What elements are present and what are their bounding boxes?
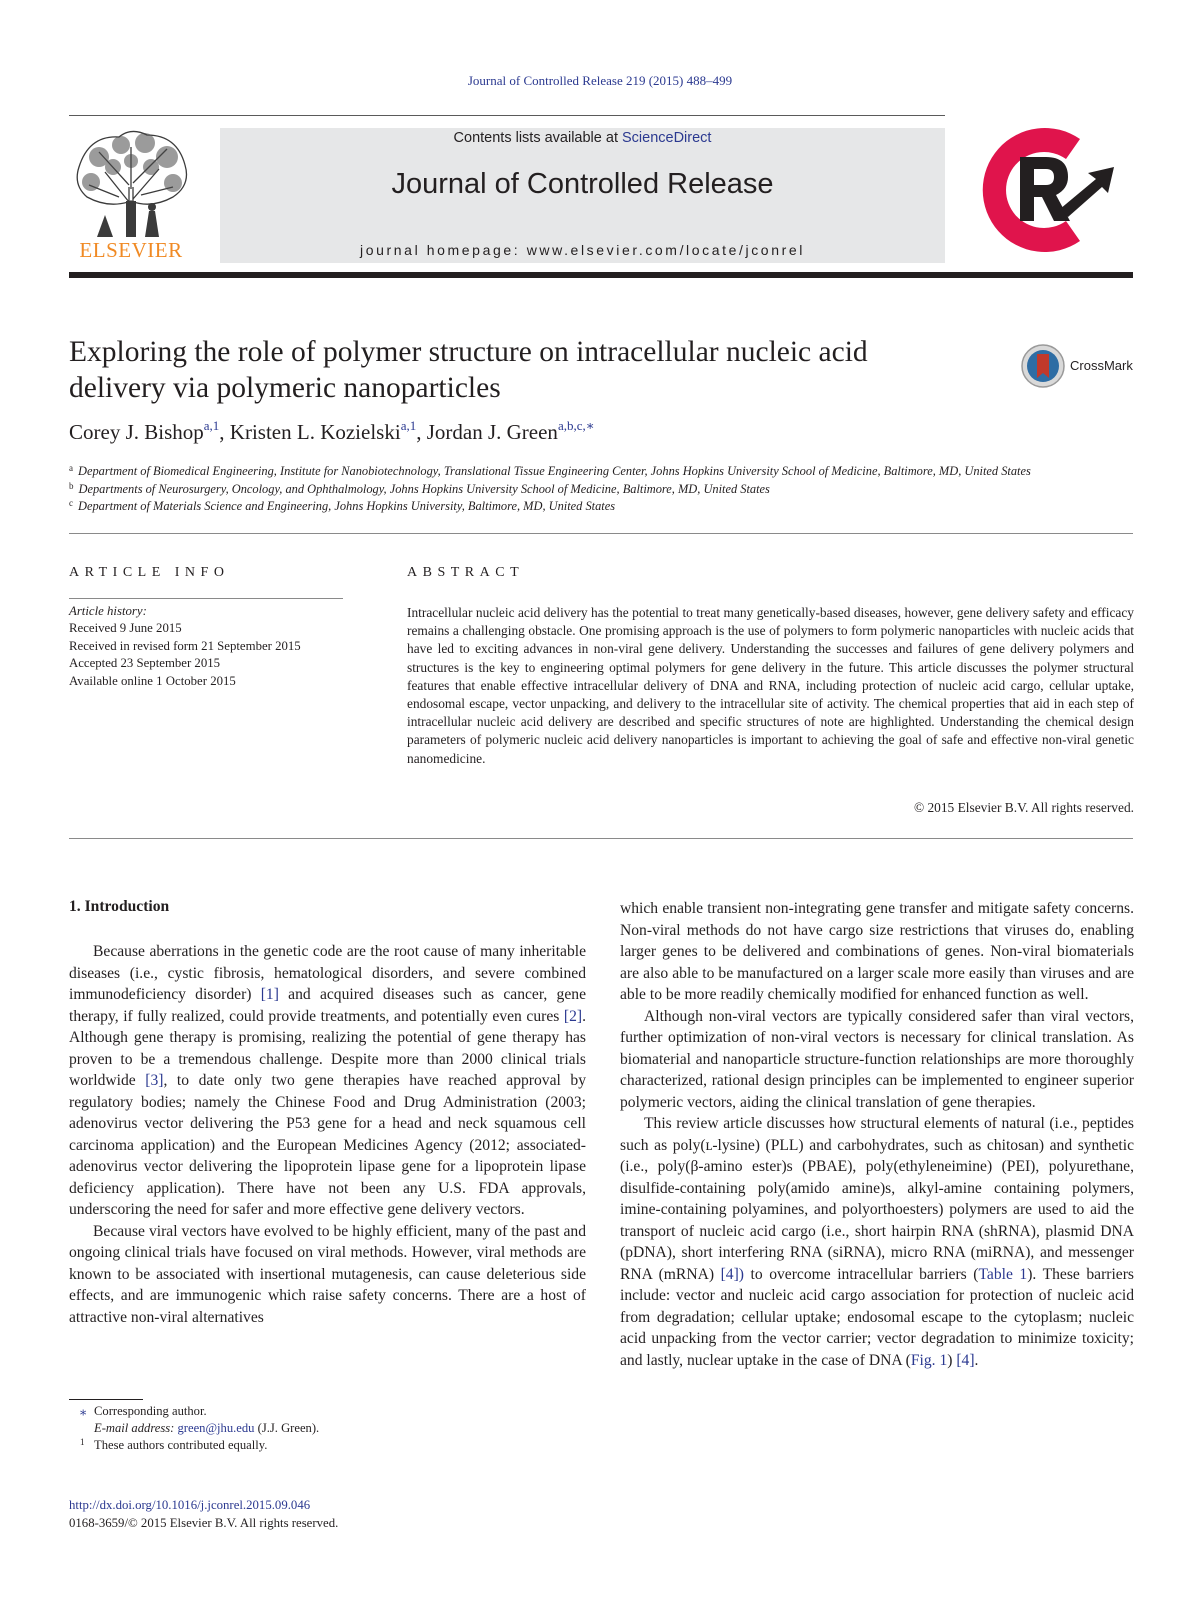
author-name: Jordan J. Green xyxy=(426,420,558,444)
author-affiliation-marks[interactable]: a,b,c,∗ xyxy=(557,418,595,433)
affiliation-item xyxy=(69,481,1139,499)
footnote-text: Corresponding author. xyxy=(94,1404,207,1418)
history-label: Article history: xyxy=(69,604,147,618)
article-info-rule xyxy=(69,598,343,599)
affiliation-item xyxy=(69,498,1139,516)
paragraph-text: This review article discusses how structural elements of natural (i.e., peptides such as poly(ʟ-lysine) (PLL) and carbohydrates, such as chitosan) and synthetic (i.e., poly(β-amino ester)s (PBAE), poly(ethyleneimine) (PEI), polyurethane, disulfide-containing poly(amido amine)s, alkyl-amine containing polymers, imine-containing polyamines, and polyorthoesters) polymers are used to aid the transport of nucleic acid cargo (i.e., short hairpin RNA (shRNA), plasmid DNA (pDNA), short interfering RNA (siRNA), micro RNA (miRNA), and messenger RNA (mRNA) xyxy=(620,1115,1134,1283)
journal-cr-logo-icon xyxy=(968,117,1133,263)
elsevier-wordmark: ELSEVIER xyxy=(79,238,183,262)
affiliation-mark: a xyxy=(69,463,73,473)
sciencedirect-link[interactable]: ScienceDirect xyxy=(622,130,712,146)
paragraph-text: ). These barriers include: vector and nucleic acid cargo association for protection of nucleic acid from degradation; cellular uptake; endosomal escape to the cytoplasm; nucleic acid unpacking from the vector carrier; vector degradation to minimize toxicity; and lastly, nuclear uptake in the case of DNA ( xyxy=(620,1265,1134,1369)
author-name: Corey J. Bishop xyxy=(69,420,204,444)
crossmark-icon xyxy=(1020,343,1066,389)
doi-link[interactable]: http://dx.doi.org/10.1016/j.jconrel.2015.09.046 xyxy=(69,1498,311,1512)
crossmark-label: CrossMark xyxy=(1070,358,1133,373)
paragraph-text: Although non-viral vectors are typically considered safer than viral vectors, further optimization of non-viral vectors is necessary for clinical translation. As biomaterial and nanoparticle structure-function relationships are more thoroughly characterized, rational design principles can be implemented to engineer superior polymeric vectors, aiding the clinical translation of gene therapies. xyxy=(620,1007,1134,1111)
journal-banner xyxy=(220,128,945,263)
history-item: Available online 1 October 2015 xyxy=(69,673,236,688)
paragraph-text: . xyxy=(974,1351,979,1369)
paragraph-text: and acquired diseases such as cancer, gene therapy, if fully realized, could provide treatments, and potentially even cures xyxy=(69,986,586,1025)
affiliation-text: Department of Materials Science and Engineering, Johns Hopkins University, Baltimore, MD, United States xyxy=(78,499,616,513)
section-rule xyxy=(69,533,1133,534)
header-thick-rule xyxy=(69,272,1133,278)
paragraph-text: which enable transient non-integrating gene transfer and mitigate safety concerns. Non-viral methods do not have cargo size restrictions that viruses do, enabling larger genes to be delivered and combinations of genes. Non-viral biomaterials are also able to be manufactured on a larger scale more easily than viruses and are able to be more readily chemically modified for enhanced function as well. xyxy=(620,900,1134,1003)
body-paragraph xyxy=(620,1006,1134,1114)
footnote-mark: ⁎ xyxy=(80,1404,87,1418)
footnote-email xyxy=(80,1420,319,1437)
reference-link[interactable]: [1] xyxy=(260,986,279,1003)
journal-cover-logo xyxy=(968,117,1133,263)
paragraph-text: Because viral vectors have evolved to be highly efficient, many of the past and ongoing clinical trials have focused on viral methods. However, viral methods are known to be associated with insertional mutagenesis, can cause deleterious side effects, and are immunogenic which raise safety concerns. There are a host of attractive non-viral alternatives xyxy=(69,1222,586,1326)
contents-prefix: Contents lists available at xyxy=(453,130,622,146)
reference-link[interactable]: [4] xyxy=(956,1351,975,1369)
section-title: 1. Introduction xyxy=(69,898,170,915)
footnotes xyxy=(80,1403,319,1454)
email-link[interactable]: green@jhu.edu xyxy=(177,1421,255,1435)
footnote-equal: 1 These authors contributed equally. xyxy=(80,1437,268,1452)
footer xyxy=(69,1497,338,1532)
body-paragraph xyxy=(69,1221,586,1329)
abstract-heading: ABSTRACT xyxy=(407,565,525,580)
body-paragraph xyxy=(69,941,586,1221)
body-right-column xyxy=(620,898,1134,1371)
history-item: Accepted 23 September 2015 xyxy=(69,656,221,671)
abstract-copyright: © 2015 Elsevier B.V. All rights reserved. xyxy=(913,800,1134,815)
history-item: Received 9 June 2015 xyxy=(69,621,182,636)
journal-citation[interactable]: Journal of Controlled Release 219 (2015) 488–499 xyxy=(467,73,733,88)
article-history xyxy=(69,603,301,690)
article-info-heading: ARTICLE INFO xyxy=(69,565,230,580)
affiliation-text: Department of Biomedical Engineering, Institute for Nanobiotechnology, Translational Tissue Engineering Center, Johns Hopkins University School of Medicine, Baltimore, MD, United States xyxy=(78,464,1031,478)
reference-link[interactable]: [4]) xyxy=(720,1265,744,1283)
paragraph-text: ) xyxy=(947,1351,957,1369)
email-label: E-mail address: xyxy=(94,1421,178,1435)
affiliation-mark: c xyxy=(69,498,73,508)
author-name: Kristen L. Kozielski xyxy=(229,420,401,444)
footnote-corresponding xyxy=(80,1403,319,1420)
history-item: Received in revised form 21 September 2015 xyxy=(69,638,301,653)
reference-link[interactable]: Fig. 1 xyxy=(910,1351,948,1369)
elsevier-tree-icon xyxy=(69,127,193,239)
body-left-column xyxy=(69,941,586,1328)
issn-line: 0168-3659/© 2015 Elsevier B.V. All rights reserved. xyxy=(69,1515,339,1530)
author-separator: , xyxy=(219,420,230,444)
body-paragraph xyxy=(620,1113,1134,1371)
article-title: Exploring the role of polymer structure on intracellular nucleic acid delivery via polymeric nanoparticles xyxy=(69,336,868,404)
author-list xyxy=(69,420,595,445)
affiliation-text: Departments of Neurosurgery, Oncology, and Ophthalmology, Johns Hopkins University School of Medicine, Baltimore, MD, United States xyxy=(78,481,770,496)
section-rule xyxy=(69,838,1133,839)
journal-homepage[interactable]: journal homepage: www.elsevier.com/locate/jconrel xyxy=(360,242,805,258)
affiliation-item xyxy=(69,463,1139,481)
body-paragraph xyxy=(620,898,1134,1006)
email-suffix: (J.J. Green). xyxy=(254,1421,320,1435)
contents-line xyxy=(220,130,945,146)
author-affiliation-marks[interactable]: a,1 xyxy=(203,418,220,433)
elsevier-logo[interactable] xyxy=(69,127,193,263)
reference-link[interactable]: Table 1 xyxy=(978,1265,1028,1283)
footnote-text: These authors contributed equally. xyxy=(94,1438,268,1452)
paragraph-text: to overcome intracellular barriers ( xyxy=(743,1265,979,1283)
author-affiliation-marks[interactable]: a,1 xyxy=(400,418,417,433)
author-separator: , xyxy=(416,420,427,444)
reference-link[interactable]: [2] xyxy=(563,1007,583,1025)
paragraph-text: , to date only two gene therapies have reached approval by regulatory bodies; namely the Chinese Food and Drug Administration (2003; adenovirus vector delivering the P53 gene for a head and neck squamous cell carcinoma application) and the European Medicines Agency (2012; associated-adenovirus vector delivering the lipoprotein lipase gene for a lipoprotein lipase deficiency application). There have not been any U.S. FDA approvals, underscoring the need for safer and more effective gene delivery vectors. xyxy=(69,1072,587,1218)
footnote-rule xyxy=(69,1399,143,1400)
paragraph-text: Because aberrations in the genetic code are the root cause of many inheritable diseases (i.e., cystic fibrosis, hematological disorders, and severe combined immunodeficiency disorder) xyxy=(69,943,586,1003)
affiliations xyxy=(69,463,1139,516)
paragraph-text: . Although gene therapy is promising, realizing the potential of gene therapy has proven to be a tremendous challenge. Despite more than 2000 clinical trials worldwide xyxy=(69,1007,586,1089)
abstract-text: Intracellular nucleic acid delivery has the potential to treat many genetically-based diseases, however, gene delivery safety and efficacy remains a challenging obstacle. One promising approach is the use of polymers to form polymeric nanoparticles with nucleic acids that have led to exciting advances in non-viral gene delivery. Understanding the successes and failures of gene delivery polymers and structures is the key to engineering optimal polymers for gene delivery in the future. This article discusses the polymer structural features that enable effective intracellular delivery of DNA and RNA, including protection of nucleic acid cargo, cellular uptake, endosomal escape, vector unpacking, and delivery to the intracellular site of activity. The chemical properties that aid in each step of intracellular nucleic acid delivery are described and specific structures of note are highlighted. Understanding the chemical design parameters of polymeric nucleic acid delivery nanoparticles is important to achieving the goal of safe and effective non-viral genetic nanomedicine. xyxy=(407,605,1134,766)
header-rule xyxy=(69,115,945,116)
reference-link[interactable]: [3] xyxy=(145,1072,164,1089)
crossmark-badge[interactable] xyxy=(1020,343,1140,389)
journal-name: Journal of Controlled Release xyxy=(391,168,774,200)
affiliation-mark: b xyxy=(69,480,74,491)
